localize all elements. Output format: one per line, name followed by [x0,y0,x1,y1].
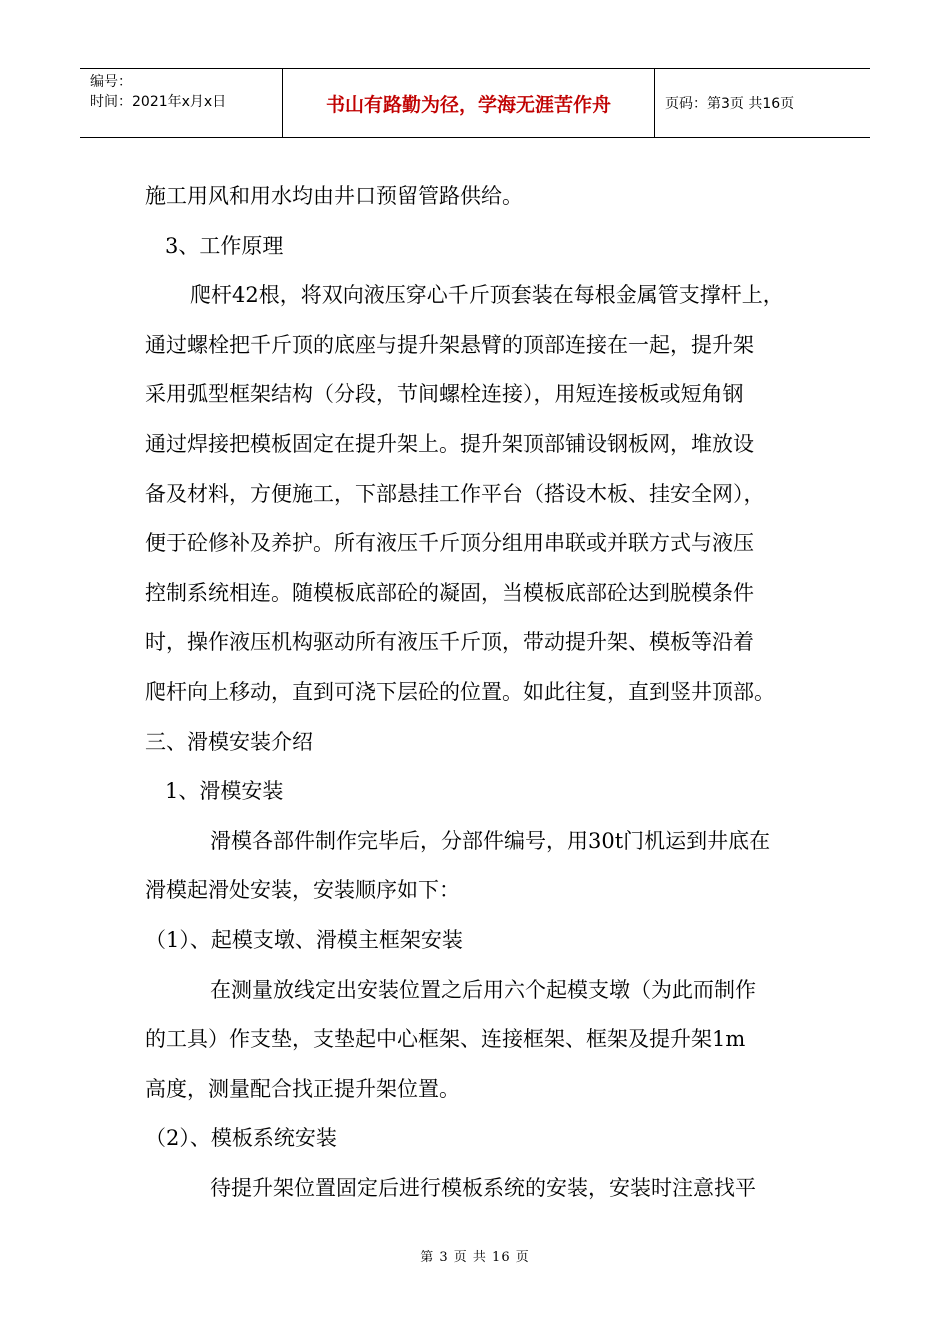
body-line: 通过螺栓把千斤顶的底座与提升架悬臂的顶部连接在一起，提升架 [145,332,754,357]
body-line: 便于砼修补及养护。所有液压千斤顶分组用串联或并联方式与液压 [145,531,754,556]
page-footer: 第 3 页 共 16 页 [420,1250,530,1265]
body-line: 采用弧型框架结构（分段，节间螺栓连接），用短连接板或短角钢 [145,382,744,407]
body-line: 待提升架位置固定后进行模板系统的安装，安装时注意找平 [210,1175,756,1200]
number-label: 编号： [90,74,132,90]
header-meta [80,69,283,137]
subsection-heading: （2）、模板系统安装 [145,1126,337,1151]
body-line: 备及材料，方便施工，下部悬挂工作平台（搭设木板、挂安全网）， [145,481,765,506]
body-line: 控制系统相连。随模板底部砼的凝固，当模板底部砼达到脱模条件 [145,580,754,605]
body-line: 施工用风和用水均由井口预留管路供给。 [145,184,523,208]
body-line: 爬杆向上移动，直到可浇下层砼的位置。如此往复，直到竖井顶部。 [145,679,775,704]
date-label: 时间：2021年x月x日 [90,94,227,110]
section-heading: 3、工作原理 [165,233,284,258]
section-heading: 1、滑模安装 [165,779,284,804]
subsection-heading: （1）、起模支墩、滑模主框架安装 [145,927,463,952]
body-line: 滑模各部件制作完毕后，分部件编号，用30t门机运到井底在 [210,828,771,853]
document-body [145,172,825,1213]
body-line: 滑模起滑处安装，安装顺序如下： [145,878,460,903]
chapter-heading: 三、滑模安装介绍 [145,729,313,754]
body-line: 时，操作液压机构驱动所有液压千斤顶，带动提升架、模板等沿着 [145,630,754,655]
body-line: 在测量放线定出安装位置之后用六个起模支墩（为此而制作 [210,977,756,1002]
page-header [80,68,870,138]
header-page-number: 页码：第3页 共16页 [665,96,795,112]
body-line: 爬杆42根，将双向液压穿心千斤顶套装在每根金属管支撑杆上， [190,283,784,308]
body-line: 的工具）作支垫，支垫起中心框架、连接框架、框架及提升架1m [145,1027,746,1052]
body-line: 高度，测量配合找正提升架位置。 [145,1076,460,1101]
body-line: 通过焊接把模板固定在提升架上。提升架顶部铺设钢板网，堆放设 [145,431,754,456]
header-motto: 书山有路勤为径，学海无涯苦作舟 [283,69,655,137]
